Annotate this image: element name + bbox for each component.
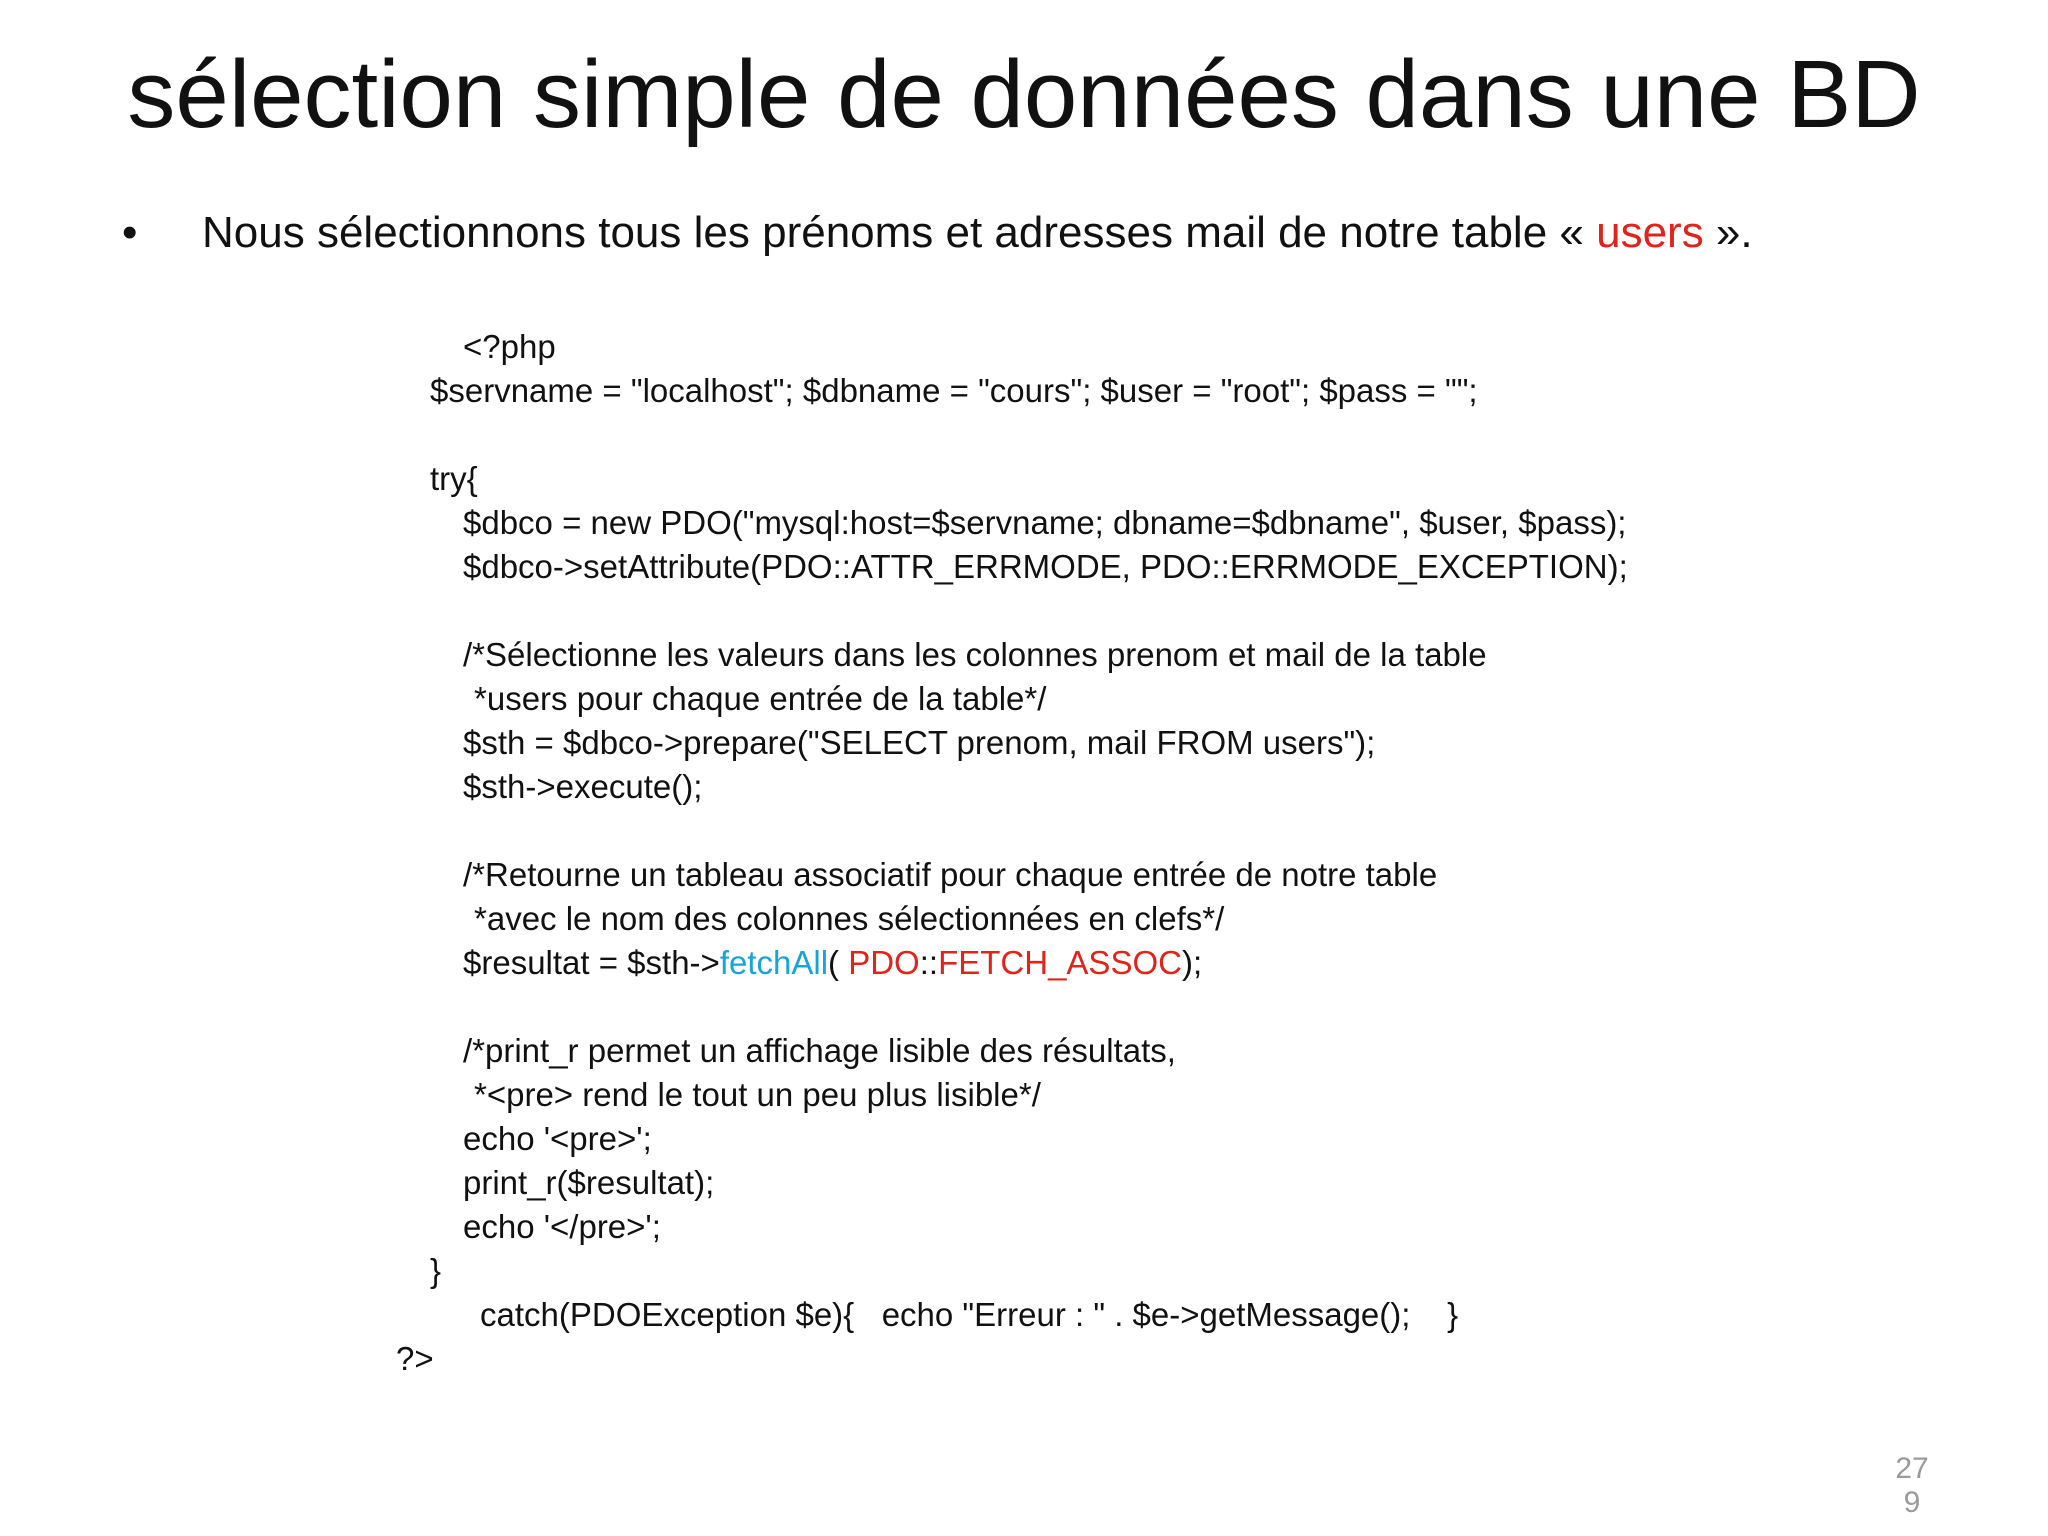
code-line: ?> <box>396 1340 434 1377</box>
code-comment-line: /*print_r permet un affichage lisible des résultats, <box>463 1032 1176 1069</box>
code-line: $servname = "localhost"; $dbname = "cours"; $user = "root"; $pass = ""; <box>430 372 1478 409</box>
code-token: :: <box>919 944 939 981</box>
code-comment-line: /*Retourne un tableau associatif pour chaque entrée de notre table <box>463 856 1438 893</box>
code-token-pdo: PDO <box>848 944 920 981</box>
code-line: echo '</pre>'; <box>463 1208 661 1245</box>
code-token: ( <box>828 944 849 981</box>
code-line: $sth->execute(); <box>463 768 703 805</box>
code-comment-line: *<pre> rend le tout un peu plus lisible*/ <box>474 1076 1041 1113</box>
code-line: $sth = $dbco->prepare("SELECT prenom, mail FROM users"); <box>463 724 1376 761</box>
bullet-text-after: ». <box>1703 208 1753 257</box>
bullet-icon: • <box>122 208 138 257</box>
code-line: try{ <box>430 460 478 497</box>
slide-title: sélection simple de données dans une BD <box>127 41 1921 148</box>
code-comment-line: *avec le nom des colonnes sélectionnées en clefs*/ <box>474 900 1225 937</box>
code-line: catch(PDOException $e){ echo "Erreur : " . $e->getMessage(); } <box>480 1296 1459 1333</box>
code-comment-line: /*Sélectionne les valeurs dans les colonnes prenom et mail de la table <box>463 636 1487 673</box>
bullet-text-before: Nous sélectionnons tous les prénoms et adresses mail de notre table « <box>202 208 1597 257</box>
code-line: echo '<pre>'; <box>463 1120 652 1157</box>
code-comment-line: *users pour chaque entrée de la table*/ <box>474 680 1047 717</box>
code-line: print_r($resultat); <box>463 1164 715 1201</box>
code-token-fetchall: fetchAll <box>719 944 829 981</box>
code-token: ); <box>1181 944 1203 981</box>
code-token: $resultat = $sth-> <box>463 944 720 981</box>
bullet-highlight-users: users <box>1596 208 1704 257</box>
code-line: $dbco->setAttribute(PDO::ATTR_ERRMODE, PDO::ERRMODE_EXCEPTION); <box>463 548 1628 585</box>
code-line: $dbco = new PDO("mysql:host=$servname; dbname=$dbname", $user, $pass); <box>463 504 1627 541</box>
code-line: } <box>430 1252 442 1289</box>
code-line: <?php <box>463 328 556 365</box>
code-line-fetchall <box>463 941 1202 985</box>
code-token-fetch-assoc: FETCH_ASSOC <box>938 944 1182 981</box>
page-number: 279 <box>1895 1452 1929 1519</box>
